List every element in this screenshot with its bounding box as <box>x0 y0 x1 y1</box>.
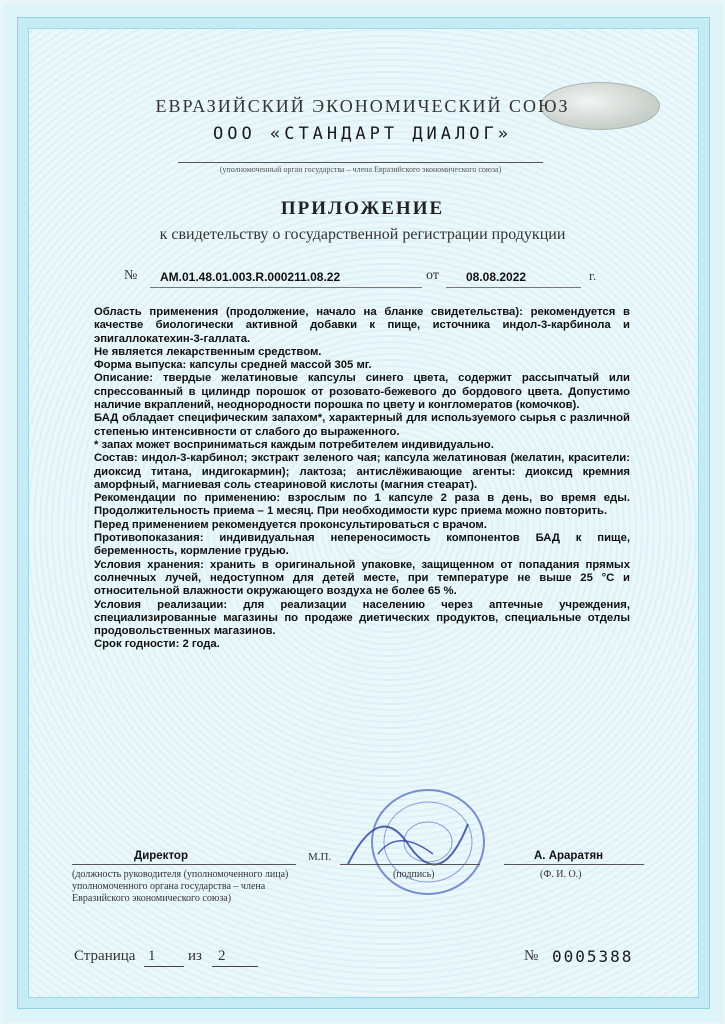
number-underline <box>150 287 422 288</box>
certificate-date: 08.08.2022 <box>466 270 527 284</box>
name-underline <box>504 864 644 865</box>
official-seal <box>338 784 490 902</box>
signature-underline <box>340 864 480 865</box>
page-current: 1 <box>148 948 156 964</box>
body-paragraph: Описание: твердые желатиновые капсулы синего цвета, содержит рассыпчатый или спрессованный в цилиндр порошок от розовато-бежевого до бордового цвета. Допустимо наличие вкраплений, неоднородности порошка по цвету и конгломератов (комочков). <box>94 372 630 412</box>
certificate-number: AM.01.48.01.003.R.000211.08.22 <box>160 270 341 284</box>
serial-sign: № <box>524 948 539 964</box>
body-paragraph: Условия хранения: хранить в оригинальной упаковке, защищенном от попадания прямых солнечных лучей, недоступном для детей месте, при температуре не выше 25 °С и относительной влажности окружающего воздуха не более 65 %. <box>94 558 630 598</box>
date-prefix: от <box>426 268 439 283</box>
organization-name: ООО «СТАНДАРТ ДИАЛОГ» <box>213 124 512 144</box>
document-subtitle: к свидетельству о государственной регистрации продукции <box>159 226 566 243</box>
body-paragraph: Условия реализации: для реализации населению через аптечные учреждения, специализированные магазины по продаже диетических продуктов, специальные отделы продовольственных магазинов. <box>94 598 630 638</box>
union-header: ЕВРАЗИЙСКИЙ ЭКОНОМИЧЕСКИЙ СОЮЗ <box>155 96 570 116</box>
body-paragraph: Срок годности: 2 года. <box>94 638 220 651</box>
signatory-name: А. Араратян <box>534 850 604 862</box>
body-paragraph: БАД обладает специфическим запахом*, характерный для используемого сырья с различной степенью интенсивности от слабого до выраженного. <box>94 412 630 438</box>
document-body <box>94 306 630 652</box>
document-title: ПРИЛОЖЕНИЕ <box>280 198 445 219</box>
body-paragraph: Перед применением рекомендуется проконсультироваться с врачом. <box>94 518 487 531</box>
signature-note: (подпись) <box>393 869 435 880</box>
body-paragraph: Противопоказания: индивидуальная непереносимость компонентов БАД к пище, беременность, кормление грудью. <box>94 532 630 558</box>
page-total-underline <box>212 966 258 967</box>
page-label: Страница <box>74 948 136 964</box>
page-current-underline <box>144 966 184 967</box>
year-suffix: г. <box>589 268 597 283</box>
position-underline <box>72 864 296 865</box>
page-of-label: из <box>188 948 202 964</box>
body-paragraph: * запах может восприниматься каждым потребителем индивидуально. <box>94 438 494 451</box>
position-note: (должность руководителя (уполномоченного лица) уполномоченного органа государства – члена Евразийского экономического союза) <box>72 869 289 904</box>
body-paragraph: Рекомендации по применению: взрослым по 1 капсуле 2 раза в день, во время еды. Продолжительность приема – 1 месяц. При необходимости курс приема можно повторить. <box>94 492 630 518</box>
body-paragraph: Состав: индол-3-карбинол; экстракт зеленого чая; капсула желатиновая (желатин, красители: диоксид титана, индигокармин); лактоза; антислёживающие агенты: диоксид кремния аморфный, магниевая соль стеариновой кислоты (магния стеарат). <box>94 452 630 491</box>
stamp-place-label: М.П. <box>308 851 332 863</box>
signatory-position: Директор <box>134 850 188 862</box>
organization-note: (уполномоченный орган государства – члена Евразийского экономического союза) <box>219 165 502 174</box>
number-sign: № <box>124 268 138 283</box>
page-total: 2 <box>218 948 226 964</box>
body-paragraph: Область применения (продолжение, начало на бланке свидетельства): рекомендуется в качестве биологически активной добавки к пище, источника индол-3-карбинола и эпигаллокатехин-3-галлата. <box>94 306 630 345</box>
serial-number: 0005388 <box>552 947 634 966</box>
date-underline <box>446 287 581 288</box>
organization-underline <box>178 162 543 163</box>
body-paragraph: Форма выпуска: капсулы средней массой 305 мг. <box>94 359 372 372</box>
body-paragraph: Не является лекарственным средством. <box>94 345 322 358</box>
name-note: (Ф. И. О.) <box>540 869 582 880</box>
